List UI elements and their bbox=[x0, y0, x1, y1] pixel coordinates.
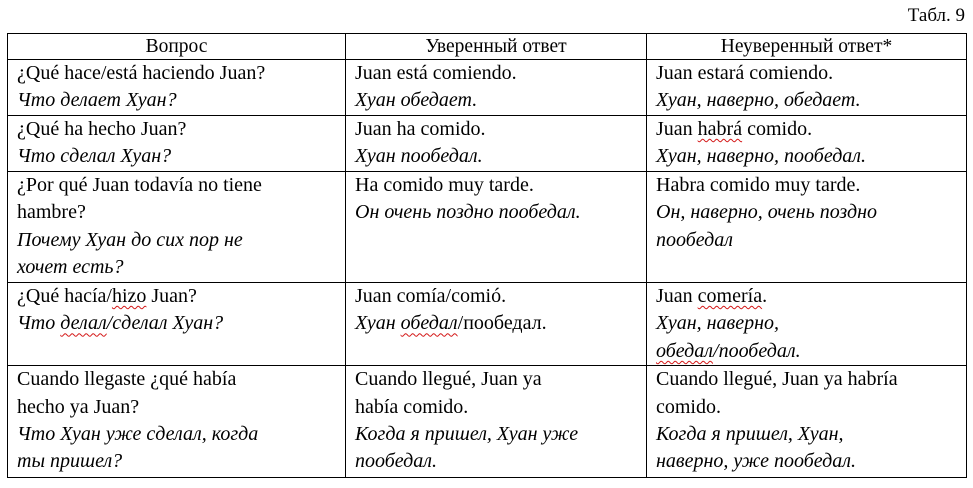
spellcheck-word: hizo bbox=[111, 285, 147, 307]
verb-tense-table bbox=[7, 33, 967, 478]
spellcheck-word: обедал bbox=[656, 339, 714, 362]
uncertain-russian-line-1: Хуан, наверно, bbox=[656, 312, 780, 335]
table-header-row bbox=[8, 34, 967, 60]
question-russian-line-1: Что Хуан уже сделал, когда bbox=[17, 423, 259, 446]
question-spanish-line-2: hambre? bbox=[17, 201, 86, 224]
spellcheck-word: обедал bbox=[400, 312, 458, 335]
question-spanish-line-1: Cuando llegaste ¿qué había bbox=[17, 368, 237, 391]
table-row bbox=[8, 366, 967, 478]
table-row bbox=[8, 60, 967, 116]
certain-answer-cell bbox=[346, 172, 647, 283]
spellcheck-word: делал bbox=[60, 312, 107, 335]
certain-russian: Хуан обедал/пообедал. bbox=[355, 312, 547, 335]
question-russian-line-2: хочет есть? bbox=[17, 256, 124, 279]
certain-spanish: Juan comía/comió. bbox=[355, 285, 507, 307]
question-russian-line-1: Почему Хуан до сих пор не bbox=[17, 228, 243, 251]
question-cell bbox=[8, 366, 346, 478]
certain-answer-cell bbox=[346, 366, 647, 478]
question-spanish: ¿Qué hacía/hizo Juan? bbox=[17, 285, 197, 307]
header-certain-answer: Уверенный ответ bbox=[346, 34, 647, 60]
certain-spanish: Juan está comiendo. bbox=[355, 62, 517, 84]
table-caption: Табл. 9 bbox=[907, 5, 965, 26]
table-row bbox=[8, 116, 967, 172]
certain-spanish: Ha comido muy tarde. bbox=[355, 174, 534, 196]
uncertain-russian: Хуан, наверно, пообедал. bbox=[656, 145, 867, 168]
uncertain-russian-line-1: Он, наверно, очень поздно bbox=[656, 201, 878, 224]
header-uncertain-answer: Неуверенный ответ* bbox=[647, 34, 967, 60]
certain-russian-line-2: пообедал. bbox=[355, 450, 438, 473]
question-cell bbox=[8, 283, 346, 366]
question-spanish-line-2: hecho ya Juan? bbox=[17, 395, 140, 418]
uncertain-spanish: Juan habrá comido. bbox=[656, 118, 813, 140]
header-question: Вопрос bbox=[8, 34, 346, 60]
question-russian: Что сделал Хуан? bbox=[17, 145, 172, 168]
uncertain-answer-cell bbox=[647, 283, 967, 366]
question-spanish: ¿Qué ha hecho Juan? bbox=[17, 118, 187, 140]
question-spanish: ¿Qué hace/está haciendo Juan? bbox=[17, 62, 266, 84]
certain-russian: Хуан обедает. bbox=[355, 89, 478, 112]
certain-spanish: Juan ha comido. bbox=[355, 118, 486, 140]
uncertain-russian-line-2: обедал/пообедал. bbox=[656, 339, 801, 362]
uncertain-spanish-line-2: comido. bbox=[656, 395, 721, 418]
uncertain-answer-cell bbox=[647, 116, 967, 172]
certain-answer-cell bbox=[346, 60, 647, 116]
spellcheck-word: habrá bbox=[697, 118, 743, 140]
certain-russian: Он очень поздно пообедал. bbox=[355, 201, 581, 224]
certain-answer-cell bbox=[346, 283, 647, 366]
uncertain-russian-line-2: наверно, уже пообедал. bbox=[656, 450, 857, 473]
certain-russian: Хуан пообедал. bbox=[355, 145, 483, 168]
table-row bbox=[8, 172, 967, 283]
uncertain-spanish: Habra comido muy tarde. bbox=[656, 174, 861, 196]
uncertain-spanish: Juan comería. bbox=[656, 285, 768, 307]
certain-spanish-line-1: Cuando llegué, Juan ya bbox=[355, 368, 542, 391]
question-cell bbox=[8, 60, 346, 116]
question-cell bbox=[8, 172, 346, 283]
question-russian: Что делает Хуан? bbox=[17, 89, 177, 112]
certain-answer-cell bbox=[346, 116, 647, 172]
uncertain-spanish: Juan estará comiendo. bbox=[656, 62, 834, 84]
certain-spanish-line-2: había comido. bbox=[355, 395, 469, 418]
question-spanish-line-1: ¿Por qué Juan todavía no tiene bbox=[17, 174, 262, 196]
spellcheck-word: comería bbox=[697, 285, 763, 307]
uncertain-answer-cell bbox=[647, 172, 967, 283]
uncertain-russian-line-1: Когда я пришел, Хуан, bbox=[656, 423, 844, 446]
uncertain-spanish-line-1: Cuando llegué, Juan ya habría bbox=[656, 368, 898, 391]
uncertain-russian-line-2: пообедал bbox=[656, 228, 734, 251]
table-row bbox=[8, 283, 967, 366]
uncertain-russian: Хуан, наверно, обедает. bbox=[656, 89, 861, 112]
uncertain-answer-cell bbox=[647, 366, 967, 478]
question-russian-line-2: ты пришел? bbox=[17, 450, 123, 473]
uncertain-answer-cell bbox=[647, 60, 967, 116]
question-cell bbox=[8, 116, 346, 172]
certain-russian-line-1: Когда я пришел, Хуан уже bbox=[355, 423, 579, 446]
question-russian: Что делал/сделал Хуан? bbox=[17, 312, 224, 335]
